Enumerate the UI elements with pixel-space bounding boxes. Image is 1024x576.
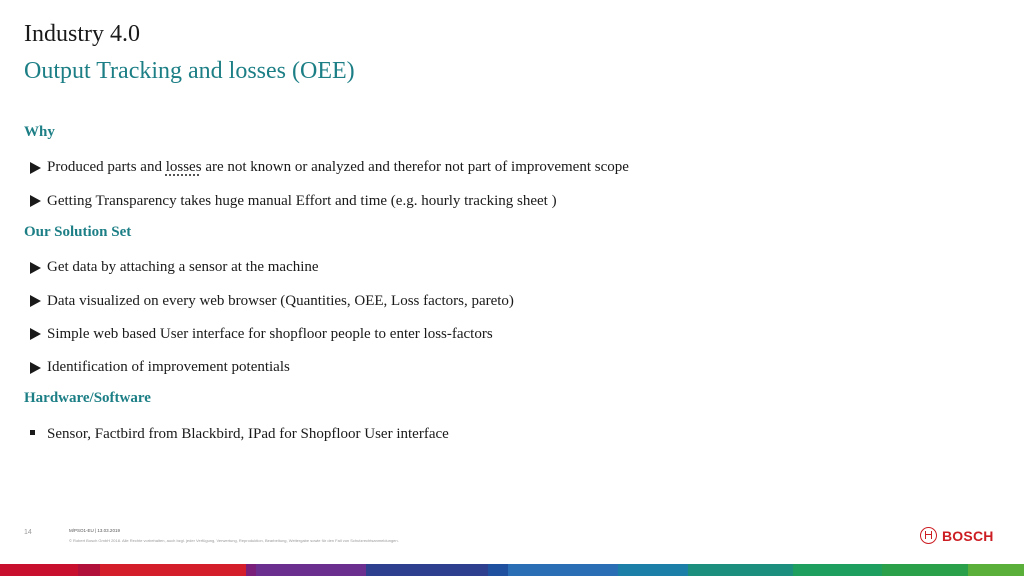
bullet-text: Data visualized on every web browser (Quantities, OEE, Loss factors, pareto) xyxy=(47,292,514,309)
bosch-logo xyxy=(920,527,994,544)
copyright-notice: © Robert Bosch GmbH 2018. Alle Rechte vorbehalten, auch bzgl. jeder Verfügung, Verwertung, Reproduktion, Bearbeitung, Weitergabe sowie für den Fall von Schutzrechtsanmeldungen. xyxy=(69,538,399,543)
square-bullet-icon xyxy=(30,430,35,435)
bullet-text: Identification of improvement potentials xyxy=(47,359,290,376)
department-date: M/PSO1-EU | 13.03.2019 xyxy=(69,528,120,533)
slide-footer xyxy=(0,520,1024,560)
bullet-text: Produced parts and losses are not known or analyzed and therefor not part of improvement scope xyxy=(47,159,629,176)
section-heading-why: Why xyxy=(24,124,55,140)
stripe-segment xyxy=(618,564,688,576)
bosch-armature-icon xyxy=(920,527,937,544)
bullet-item xyxy=(24,151,1004,184)
slide-subtitle: Output Tracking and losses (OEE) xyxy=(24,58,355,84)
logo-text: BOSCH xyxy=(942,527,994,544)
section-heading-hardware: Hardware/Software xyxy=(24,390,151,407)
page-number: 14 xyxy=(24,529,32,536)
bullet-item xyxy=(24,284,1004,317)
play-triangle-icon xyxy=(30,295,41,307)
play-triangle-icon xyxy=(30,162,41,174)
stripe-segment xyxy=(508,564,618,576)
section-heading-solution: Our Solution Set xyxy=(24,223,132,240)
bullet-text: Sensor, Factbird from Blackbird, IPad for Shopfloor User interface xyxy=(47,425,449,442)
bullet-item xyxy=(24,318,1004,351)
slide-title: Industry 4.0 xyxy=(24,21,140,47)
color-stripe xyxy=(0,564,1024,576)
stripe-segment xyxy=(366,564,488,576)
bullet-item xyxy=(24,185,1004,218)
stripe-segment xyxy=(488,564,508,576)
stripe-segment xyxy=(0,564,78,576)
stripe-segment xyxy=(793,564,882,576)
play-triangle-icon xyxy=(30,195,41,207)
play-triangle-icon xyxy=(30,328,41,340)
play-triangle-icon xyxy=(30,362,41,374)
slide-content xyxy=(24,118,1004,451)
stripe-segment xyxy=(78,564,100,576)
stripe-segment xyxy=(246,564,256,576)
stripe-segment xyxy=(100,564,246,576)
bullet-item xyxy=(24,351,1004,384)
bullet-item xyxy=(24,418,1004,451)
stripe-segment xyxy=(688,564,793,576)
stripe-segment xyxy=(882,564,968,576)
bullet-item xyxy=(24,251,1004,284)
bullet-text: Getting Transparency takes huge manual Effort and time (e.g. hourly tracking sheet ) xyxy=(47,192,557,209)
stripe-segment xyxy=(256,564,366,576)
play-triangle-icon xyxy=(30,262,41,274)
emphasized-word: losses xyxy=(165,159,202,176)
stripe-segment xyxy=(968,564,1024,576)
bullet-text: Simple web based User interface for shopfloor people to enter loss-factors xyxy=(47,325,493,342)
bullet-text: Get data by attaching a sensor at the machine xyxy=(47,259,319,276)
